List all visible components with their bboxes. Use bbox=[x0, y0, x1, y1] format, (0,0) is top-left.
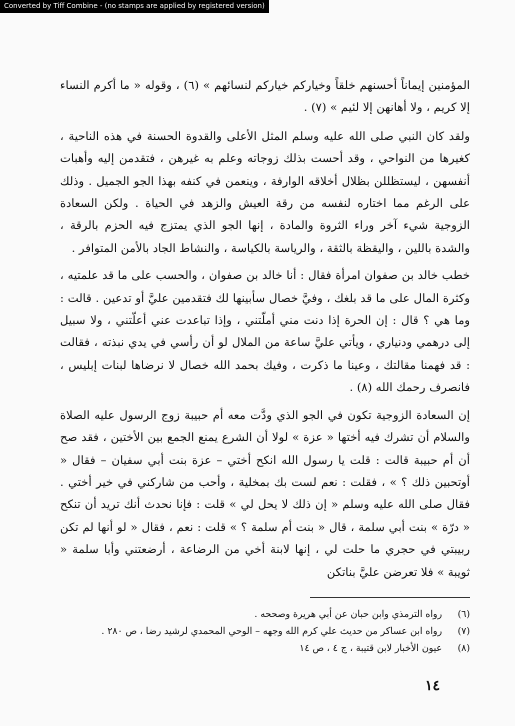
footnote-text: رواه الترمذي وابن حبان عن أبي هريرة وصححه . bbox=[254, 608, 442, 620]
footnote-text: رواه ابن عساكر من حديث علي كرم الله وجهه – الوحي المحمدي لرشيد رضا ، ص ٢٨٠ . bbox=[101, 625, 442, 637]
footnotes bbox=[60, 606, 470, 657]
footnote-number: (٦) bbox=[457, 608, 470, 620]
paragraph: إن السعادة الزوجية تكون في الجو الذي ودَّت معه أم حبيبة زوج الرسول عليه الصلاة والسلام أن تشرك فيه أختها « عزة » لولا أن الشرع يمنع الجمع بين الأختين ، فقد صح أن أم حبيبة قالت : قلت يا رسول الله انكح أختي – عزة بنت أبي سفيان – فقال « أوتحبين ذلك ؟ » ، فقلت : نعم لست بك بمخلية ، وأحب من شاركني في خير أختي . فقال صلى الله عليه وسلم « إن ذلك لا يحل لي » قلت : فإنا نحدث أنك تريد أن تنكح « درّة » بنت أبي سلمة ، قال « بنت أم سلمة ؟ » قلت : نعم ، فقال « لو أنها لم تكن ربيبتي في حجري ما حلت لي ، إنها لابنة أخي من الرضاعة ، أرضعتني وأبا سلمة « ثويبة » فلا تعرضن عليَّ بناتكن bbox=[60, 407, 471, 579]
paragraph: خطب خالد بن صفوان امرأة فقال : أنا خالد بن صفوان ، والحسب على ما قد علمتيه ، وكثرة المال على ما قد بلغك ، وفيَّ خصال سأبينها لك فتقدمين عليَّ أو تدعين . قالت : وما هي ؟ قال : إن الحرة إذا دنت مني أملّتني ، وإذا تباعدت عني أعلّتني ، ولا سبيل إلى درهمي ودنياري ، ويأتي عليَّ ساعة من الملال لو أن رأسي في يدي نبذته ، فقالت : قد فهمنا مقالتك ، وعينا ما ذكرت ، وفيك بحمد الله خصال لا نرضاها لبنات إبليس ، فانصرف رحمك الله (٨) . bbox=[60, 268, 470, 395]
footnote bbox=[60, 623, 470, 640]
footnote bbox=[60, 606, 470, 623]
page-number: ١٤ bbox=[424, 678, 440, 694]
footnote-number: (٨) bbox=[457, 642, 470, 654]
footnote-text: عيون الأخبار لابن قتيبة ، ج ٤ ، ص ١٤ bbox=[299, 642, 442, 654]
paragraph: المؤمنين إيماناً أحسنهم خلقاً وخياركم خياركم لنسائهم » (٦) ، وقوله « ما أكرم النساء إلا كريم ، ولا أهانهن إلا لئيم » (٧) . bbox=[60, 78, 470, 115]
footnote-divider bbox=[310, 597, 470, 598]
book-page bbox=[60, 74, 470, 692]
paragraph: ولقد كان النبي صلى الله عليه وسلم المثل الأعلى والقدوة الحسنة في هذه الناحية ، كغيرها من النواحي ، وقد أحست بذلك زوجاته وعلم به غيرهن ، فتقدمن إليه وأهبات أنفسهن ، ليستظللن بظلال أخلاقه الوارفة ، وينعمن في كنفه بهذا الجو الجميل . وذلك على الرغم مما اختاره لنفسه من رقة العيش والزهد في الحياة . ولكن السعادة الزوجية شيء آخر وراء الثروة والمادة ، إنها الجو الذي يمتزج فيه الحزم بالرقة ، والشدة باللين ، واليقظة بالثقة ، والرياسة بالكياسة ، والنشاط الجاد بالأمن المتوافر . bbox=[60, 128, 470, 255]
main-text bbox=[60, 74, 470, 583]
footnote-number: (٧) bbox=[457, 625, 470, 637]
converter-stamp: Converted by Tiff Combine - (no stamps are applied by registered version) bbox=[0, 0, 269, 13]
footnote bbox=[60, 640, 470, 657]
faded-watermark: ​ bbox=[144, 547, 177, 588]
